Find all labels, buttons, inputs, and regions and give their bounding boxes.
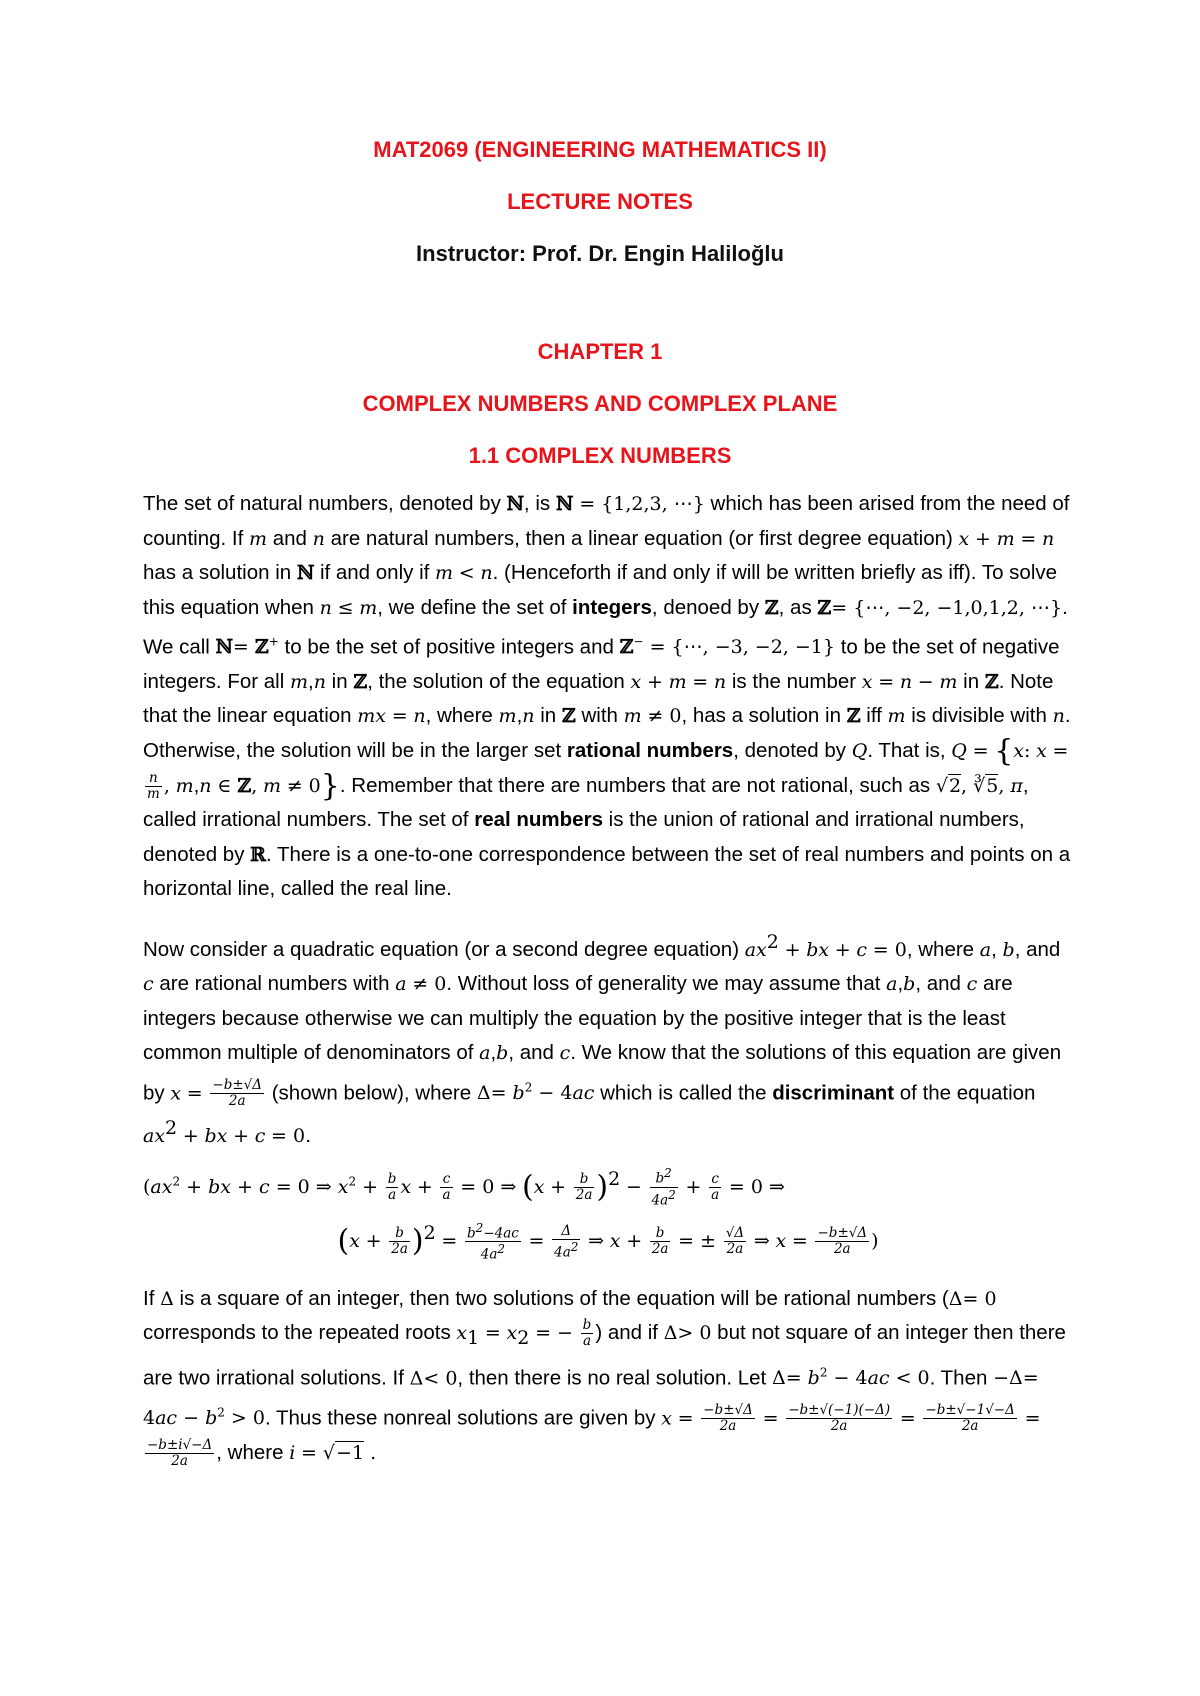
derivation-line-1: ($ax^2$ + bx + c = 0 ⇒ $x^2$ + $\frac{b}{a}$ x + $\frac{c}{a}$ = 0 ⇒ (x + $\frac{b}{2a}$ )$^2$ − $\frac{b^2}{4a^2}$ + $\frac{c}{a}$ = 0 ⇒ (143, 1166, 785, 1209)
text-run: are integers because otherwise we can multiply the equation by the positive integer that is the least common multiple of denominators of (143, 972, 1013, 1065)
text-run: of the equation (899, 1081, 1036, 1105)
text-run: is a square of an integer, then two solutions of the equation will be rational numbers ( (179, 1286, 949, 1310)
instructor-line: Instructor: Prof. Dr. Engin Haliloğlu (416, 241, 784, 266)
text-run: , where (216, 1440, 284, 1464)
text-run: . That is, (867, 738, 946, 762)
text-run: is divisible with (911, 704, 1047, 728)
text-run: The set of natural numbers, denoted by (143, 492, 501, 515)
paragraph-natural-numbers: The set of natural numbers, denoted by ℕ, is ℕ = {1,2,3, ⋯} which has been arised from the need of counting. If m and n are natural numbers, then a linear equation (or first degree equation) x + m = n has a solution in ℕ if and only if m < n. (Henceforth if and only if will be written briefly as iff). To solve this equation when n ≤ m, we define the set of integers, denoed by ℤ, as ℤ= {⋯, −2, −1,0,1,2, ⋯}. We call ℕ= ℤ+ to be the set of positive integers and ℤ− = {⋯, −3, −2, −1} to be the set of negative integers. For all m,n in ℤ, the solution of the equation x + m = n is the number x = n − m in ℤ. Note that the linear equation mx = n, where m,n in ℤ with m ≠ 0, has a solution in ℤ iff m is divisible with n. Otherwise, the solution will be in the larger set rational numbers, denoted by Q. That is, Q = {x: x = $\frac{n}{m}$ , m,n ∈ ℤ, m ≠ 0}. Remember that there are numbers that are not rational, such as √2, ∛5, π, called irrational numbers. The set of real numbers is the union of rational and irrational numbers, denoted by ℝ. There is a one-to-one correspondence between the set of real numbers and points on a horizontal line, called the real line. (143, 492, 1071, 901)
text-run: , called irrational numbers. The set of (143, 773, 1029, 832)
text-run: in (963, 669, 980, 693)
text-run: . Thus these nonreal solutions are given by (264, 1406, 656, 1430)
text-run: . (Henceforth if and only if will be written briefly as iff). To solve this equation when (143, 561, 1058, 619)
text-run: , denoed by (651, 595, 760, 619)
text-run: (shown below), where (271, 1081, 472, 1105)
text-run: . Then (929, 1366, 988, 1390)
section-title: 1.1 COMPLEX NUMBERS (468, 443, 732, 468)
text-run: which is called the (600, 1081, 767, 1105)
bold-term-real: real numbers (474, 808, 603, 832)
text-run: , and (508, 1041, 554, 1065)
text-run: . Otherwise, the solution will be in the larger set (143, 704, 1071, 762)
text-run: but not square of an integer then there are two irrational solutions. If (143, 1321, 1066, 1390)
text-run: has a solution in (143, 561, 292, 584)
bold-term-integers: integers (572, 595, 652, 619)
paragraph-discriminant: If Δ is a square of an integer, then two solutions of the equation will be rational numbers (Δ= 0 corresponds to the repeated roots $x_1 = x_2$ = − $\frac{b}{a}$ ) and if Δ> 0 but not square of an integer then there are two irrational solutions. If Δ< 0, then there is no real solution. Let $\Delta= b^2 - 4ac < 0$. Then $-\Delta= 4ac - b^2 > 0$. Thus these nonreal solutions are given by x = $\frac{-b\pm√\Delta}{2a}$ = $\frac{-b\pm√(-1)(-\Delta)}{2a}$ = $\frac{-b\pm√-1√-\Delta}{2a}$ = $\frac{-b\pm i√-\Delta}{2a}$ , where i = √−1 . (143, 1286, 1066, 1469)
text-run: . Remember that there are numbers that are not rational, such as (339, 773, 931, 797)
text-run: ) and if (595, 1321, 658, 1345)
text-run: . Without loss of generality we may assume that (446, 972, 881, 996)
text-run: If (143, 1286, 155, 1310)
text-run: . We know that the solutions of this equation are given by (143, 1041, 1062, 1105)
text-run: , where (425, 704, 493, 728)
lecture-notes-title: LECTURE NOTES (507, 189, 693, 214)
bold-term-rational: rational numbers (566, 738, 734, 762)
text-run: are natural numbers, then a linear equation (or first degree equation) (330, 526, 953, 550)
bold-term-discriminant: discriminant (772, 1081, 895, 1105)
text-run: , as (778, 595, 812, 619)
text-run: , the solution of the equation (367, 669, 625, 693)
body-text (143, 487, 1073, 1488)
text-run: , where (906, 937, 975, 961)
paragraph-quadratic: Now consider a quadratic equation (or a second degree equation) $ax^2$ + bx + c = 0, where a, b, and c are rational numbers with a ≠ 0. Without loss of generality we may assume that a,b, and c are integers because otherwise we can multiply the equation by the positive integer that is the least common multiple of denominators of a,b, and c. We know that the solutions of this equation are given by x = $\frac{-b\pm√\Delta}{2a}$ (shown below), where $\Delta= b^2 - 4ac$ which is called the discriminant of the equation $ax^2$ + bx + c = 0. (143, 930, 1062, 1147)
text-run: to be the set of negative integers. For all (143, 635, 1060, 693)
text-run: . Note that the linear equation (143, 669, 1054, 728)
chapter-subtitle: COMPLEX NUMBERS AND COMPLEX PLANE (362, 391, 838, 416)
text-run: . We call (143, 595, 1068, 659)
text-run: in (540, 704, 557, 728)
text-run: if and only if (319, 561, 430, 584)
text-run: , we define the set of (377, 595, 567, 619)
text-run: in (331, 669, 348, 693)
text-run: with (581, 704, 618, 728)
text-run: are rational numbers with (159, 972, 390, 996)
derivation-line-2: (x + $\frac{b}{2a}$ )$^2$ = $\frac{b^2-4ac}{4a^2}$ = $\frac{\Delta}{4a^2}$ ⇒ x + $\frac{b}{2a}$ = ± $\frac{√\Delta}{2a}$ ⇒ x = $\frac{-b\pm√\Delta}{2a}$ ) (337, 1220, 879, 1263)
text-run: which has been arised from the need of counting. If (143, 492, 1070, 550)
chapter-title: CHAPTER 1 (537, 339, 663, 364)
text-run: to be the set of positive integers and (284, 635, 614, 659)
derivation-block (143, 1157, 1073, 1266)
text-run: , denoted by (733, 738, 847, 762)
fraction-n-over-m: $\frac{n}{m}$ (147, 769, 160, 802)
course-title: MAT2069 (ENGINEERING MATHEMATICS II) (373, 137, 827, 162)
text-run: , and (915, 972, 961, 996)
text-run: Now consider a quadratic equation (or a second degree equation) (143, 937, 740, 961)
text-run: , has a solution in (681, 704, 841, 728)
text-run: is the union of rational and irrational numbers, denoted by (143, 808, 1025, 866)
text-run: , is (523, 492, 551, 515)
text-run: corresponds to the repeated roots (143, 1321, 451, 1345)
text-run: , then there is no real solution. Let (457, 1366, 767, 1390)
text-run: is the number (731, 669, 857, 693)
text-run: , and (1014, 937, 1061, 961)
fraction-quadratic-formula: $\frac{-b\pm√\Delta}{2a}$ (212, 1077, 263, 1110)
text-run: iff (866, 704, 882, 728)
text-run: . There is a one-to-one correspondence between the set of real numbers and points on a horizontal line, called the real line. (143, 842, 1071, 901)
text-run: and (272, 526, 307, 550)
